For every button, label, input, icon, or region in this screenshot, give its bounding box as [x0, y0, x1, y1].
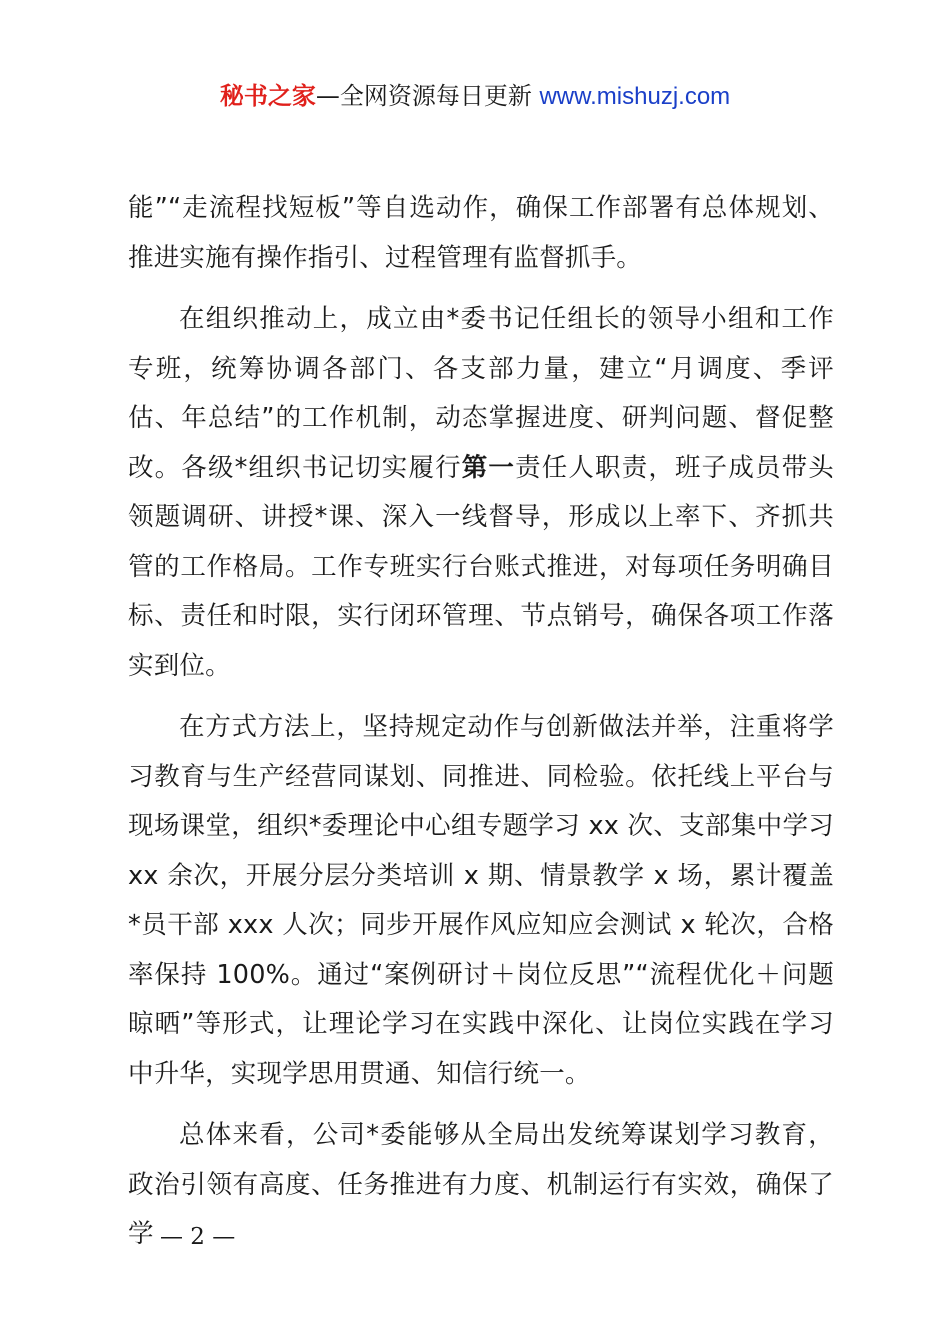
- paragraph-methods: 在方式方法上，坚持规定动作与创新做法并举，注重将学习教育与生产经营同谋划、同推进、同检验。依托线上平台与现场课堂，组织*委理论中心组专题学习 xx 次、支部集中学习 xx 余次，开展分层分类培训 x 期、情景教学 x 场，累计覆盖*员干部 xxx 人次；同步开展作风应知应会测试 x 轮次，合格率保持 100%。通过“案例研讨＋岗位反思”“流程优化＋问题晾晒”等形式，让理论学习在实践中深化、让岗位实践在学习中升华，实现学思用贯通、知信行统一。: [128, 712, 834, 1089]
- page-number: — 2 —: [160, 1224, 236, 1250]
- paragraph-organization: [128, 295, 834, 691]
- site-url[interactable]: www.mishuzj.com: [539, 83, 731, 110]
- paragraph-summary: 总体来看，公司*委能够从全局出发统筹谋划学习教育，政治引领有高度、任务推进有力度、机制运行有实效，确保了学: [128, 1120, 834, 1249]
- paragraph-continuation: 能”“走流程找短板”等自选动作，确保工作部署有总体规划、推进实施有操作指引、过程管理有监督抓手。: [128, 193, 834, 273]
- brand-name: 秘书之家: [219, 82, 316, 110]
- header-tagline: —全网资源每日更新: [315, 82, 532, 110]
- paragraph-text: 责任人职责，班子成员带头领题调研、讲授*课、深入一线督导，形成以上率下、齐抓共管的工作格局。工作专班实行台账式推进，对每项任务明确目标、责任和时限，实行闭环管理、节点销号，确保各项工作落实到位。: [128, 452, 834, 681]
- bold-emphasis: 第一: [461, 452, 516, 483]
- document-body: [128, 184, 834, 1272]
- paragraph-text: 在组织推动上，成立由*委书记任组长的领导小组和工作专班，统筹协调各部门、各支部力量，建立“月调度、季评估、年总结”的工作机制，动态掌握进度、研判问题、督促整改。各级*组织书记切实履行: [128, 304, 834, 483]
- page-header: [0, 80, 950, 113]
